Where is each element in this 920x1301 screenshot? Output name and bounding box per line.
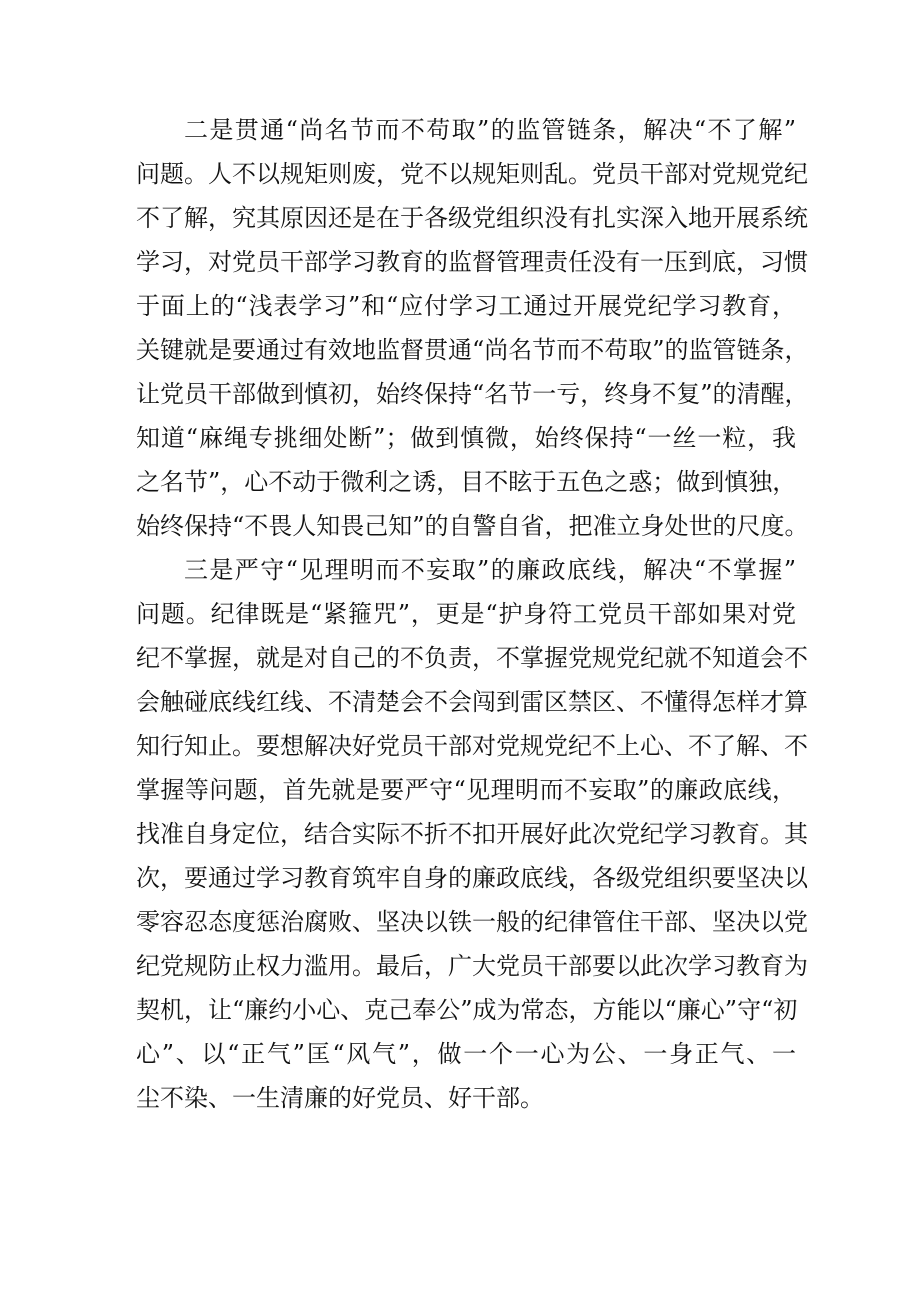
text-line: 纪不掌握，就是对自己的不负责，不掌握党规党纪就不知道会不 bbox=[136, 644, 808, 672]
text-line: 不了解，究其原因还是在于各级党组织没有扎实深入地开展系统 bbox=[136, 204, 808, 232]
text-line: 知道“麻绳专挑细处断”；做到慎微，始终保持“一丝一粒，我 bbox=[136, 424, 796, 452]
text-line: 契机，让“廉约小心、克己奉公”成为常态，方能以“廉心”守“初 bbox=[136, 996, 798, 1024]
text-line: 三是严守“见理明而不妄取”的廉政底线，解决“不掌握” bbox=[184, 556, 796, 584]
text-line: 二是贯通“尚名节而不苟取”的监管链条，解决“不了解” bbox=[184, 116, 796, 144]
text-line: 次，要通过学习教育筑牢自身的廉政底线，各级党组织要坚决以 bbox=[136, 864, 808, 892]
document-body bbox=[136, 108, 809, 1120]
text-line: 掌握等问题，首先就是要严守“见理明而不妄取”的廉政底线， bbox=[136, 776, 796, 804]
text-line: 问题。纪律既是“紧箍咒”，更是“护身符工党员干部如果对党 bbox=[136, 600, 796, 628]
text-line: 心”、以“正气”匡“风气”，做一个一心为公、一身正气、一 bbox=[136, 1040, 796, 1068]
text-line: 纪党规防止权力滥用。最后，广大党员干部要以此次学习教育为 bbox=[136, 952, 808, 980]
paragraph-2-oversight-chain bbox=[136, 108, 809, 548]
text-line: 尘不染、一生清廉的好党员、好干部。 bbox=[136, 1084, 544, 1112]
text-line: 零容忍态度惩治腐败、坚决以铁一般的纪律管住干部、坚决以党 bbox=[136, 908, 808, 936]
text-line: 让党员干部做到慎初，始终保持“名节一亏，终身不复”的清醒， bbox=[136, 380, 809, 408]
text-line: 关键就是要通过有效地监督贯通“尚名节而不苟取”的监管链条， bbox=[136, 336, 809, 364]
text-line: 之名节”，心不动于微利之诱，目不眩于五色之惑；做到慎独， bbox=[136, 468, 797, 496]
text-line: 学习，对党员干部学习教育的监督管理责任没有一压到底，习惯 bbox=[136, 248, 808, 276]
text-line: 会触碰底线红线、不清楚会不会闯到雷区禁区、不懂得怎样才算 bbox=[136, 688, 808, 716]
text-line: 于面上的“浅表学习”和“应付学习工通过开展党纪学习教育， bbox=[136, 292, 796, 320]
text-line: 问题。人不以规矩则废，党不以规矩则乱。党员干部对党规党纪 bbox=[136, 160, 808, 188]
text-line: 知行知止。要想解决好党员干部对党规党纪不上心、不了解、不 bbox=[136, 732, 808, 760]
paragraph-3-integrity-bottom-line bbox=[136, 548, 808, 1120]
text-line: 找准自身定位，结合实际不折不扣开展好此次党纪学习教育。其 bbox=[136, 820, 808, 848]
text-line: 始终保持“不畏人知畏己知”的自警自省，把准立身处世的尺度。 bbox=[136, 512, 809, 540]
